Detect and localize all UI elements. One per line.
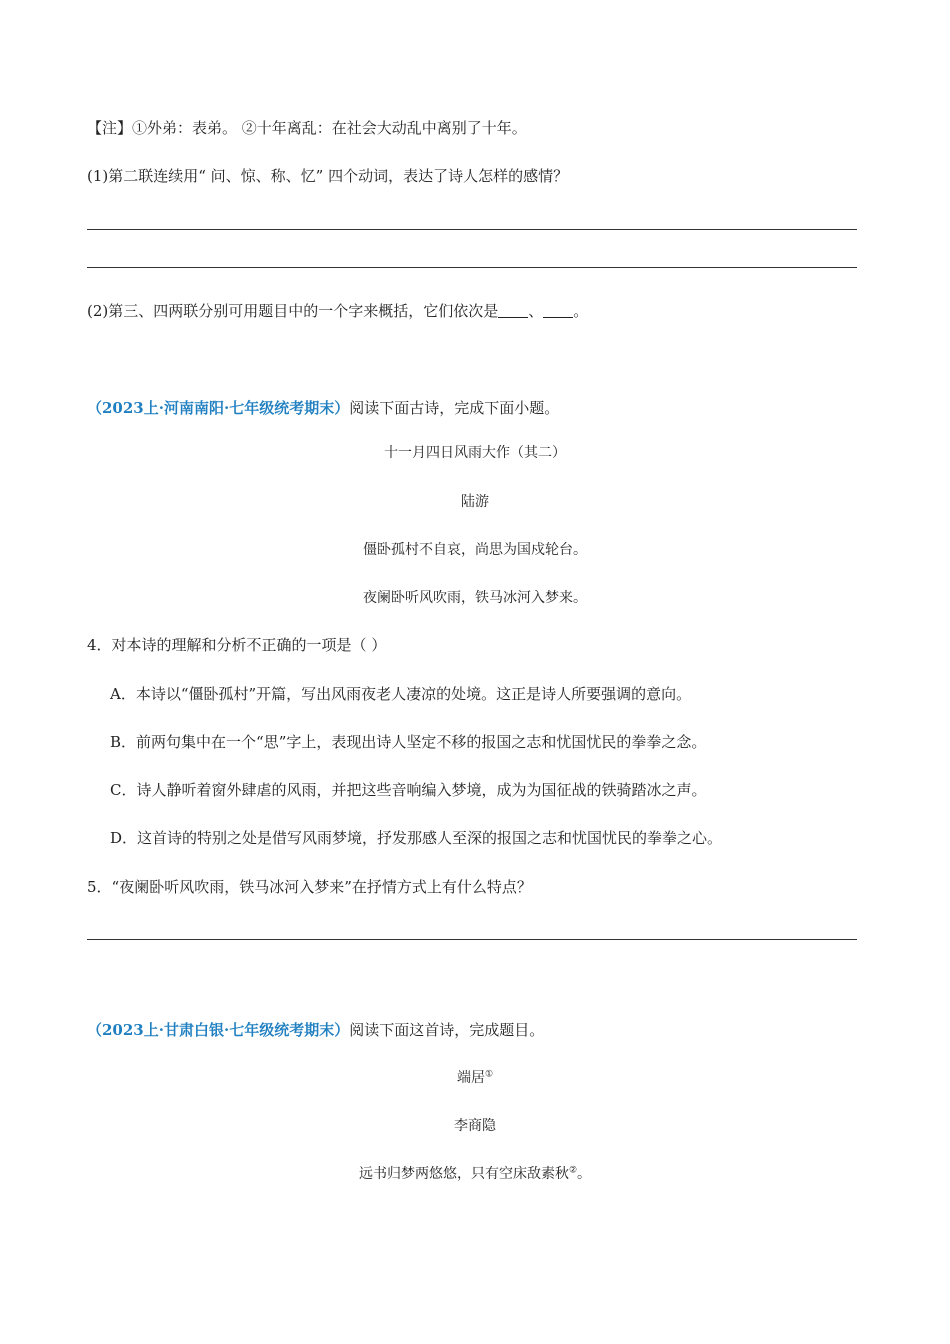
poem-line-text: 远书归梦两悠悠，只有空床敌素秋 (358, 1166, 569, 1182)
poem-author: 李商隐 (454, 1118, 496, 1134)
answer-line[interactable] (87, 229, 857, 230)
option-d[interactable]: D．这首诗的特别之处是借写风雨梦境，抒发那感人至深的报国之志和忧国忧民的拳拳之心。 (110, 829, 723, 847)
annotation-note: 【注】①外弟：表弟。 ②十年离乱：在社会大动乱中离别了十年。 (87, 119, 527, 137)
question-2 (87, 301, 588, 321)
question-4-stem: 4．对本诗的理解和分析不正确的一项是（ ） (87, 636, 387, 654)
footnote-mark: ① (484, 1069, 494, 1080)
blank-separator: 、 (528, 302, 544, 320)
section-instruction: 阅读下面古诗，完成下面小题。 (349, 399, 560, 417)
poem-title (0, 1068, 950, 1088)
poem-line-end: 。 (577, 1166, 592, 1182)
exam-source: （2023上·河南南阳·七年级统考期末） (87, 399, 350, 417)
question-2-text: (2)第三、四两联分别可用题目中的一个字来概括，它们依次是 (87, 302, 499, 320)
fill-blank[interactable] (498, 303, 528, 318)
question-1: (1)第二联连续用“ 问、惊、称、忆” 四个动词，表达了诗人怎样的感情？ (87, 167, 569, 185)
option-c[interactable]: C．诗人静听着窗外肆虐的风雨，并把这些音响编入梦境，成为为国征战的铁骑踏冰之声。 (110, 781, 707, 799)
section-1-header (87, 398, 559, 418)
poem-title: 十一月四日风雨大作（其二） (384, 445, 566, 461)
question-5: 5．“夜阑卧听风吹雨，铁马冰河入梦来”在抒情方式上有什么特点？ (87, 878, 532, 896)
footnote-mark: ② (568, 1165, 578, 1176)
sentence-end: 。 (573, 302, 589, 320)
option-a[interactable]: A．本诗以“僵卧孤村”开篇，写出风雨夜老人凄凉的处境。这正是诗人所要强调的意向。 (110, 685, 692, 703)
answer-line[interactable] (87, 267, 857, 268)
section-instruction: 阅读下面这首诗，完成题目。 (349, 1021, 545, 1039)
poem-line (0, 1164, 950, 1184)
section-2-header (87, 1020, 544, 1040)
poem-line: 夜阑卧听风吹雨，铁马冰河入梦来。 (363, 590, 587, 606)
poem-line: 僵卧孤村不自哀，尚思为国戍轮台。 (363, 542, 587, 558)
poem-author: 陆游 (461, 494, 489, 510)
poem-title-text: 端居 (456, 1070, 485, 1086)
option-b[interactable]: B．前两句集中在一个“思”字上，表现出诗人坚定不移的报国之志和忧国忧民的拳拳之念。 (110, 733, 707, 751)
fill-blank[interactable] (543, 303, 573, 318)
answer-line[interactable] (87, 939, 857, 940)
exam-source: （2023上·甘肃白银·七年级统考期末） (87, 1021, 350, 1039)
